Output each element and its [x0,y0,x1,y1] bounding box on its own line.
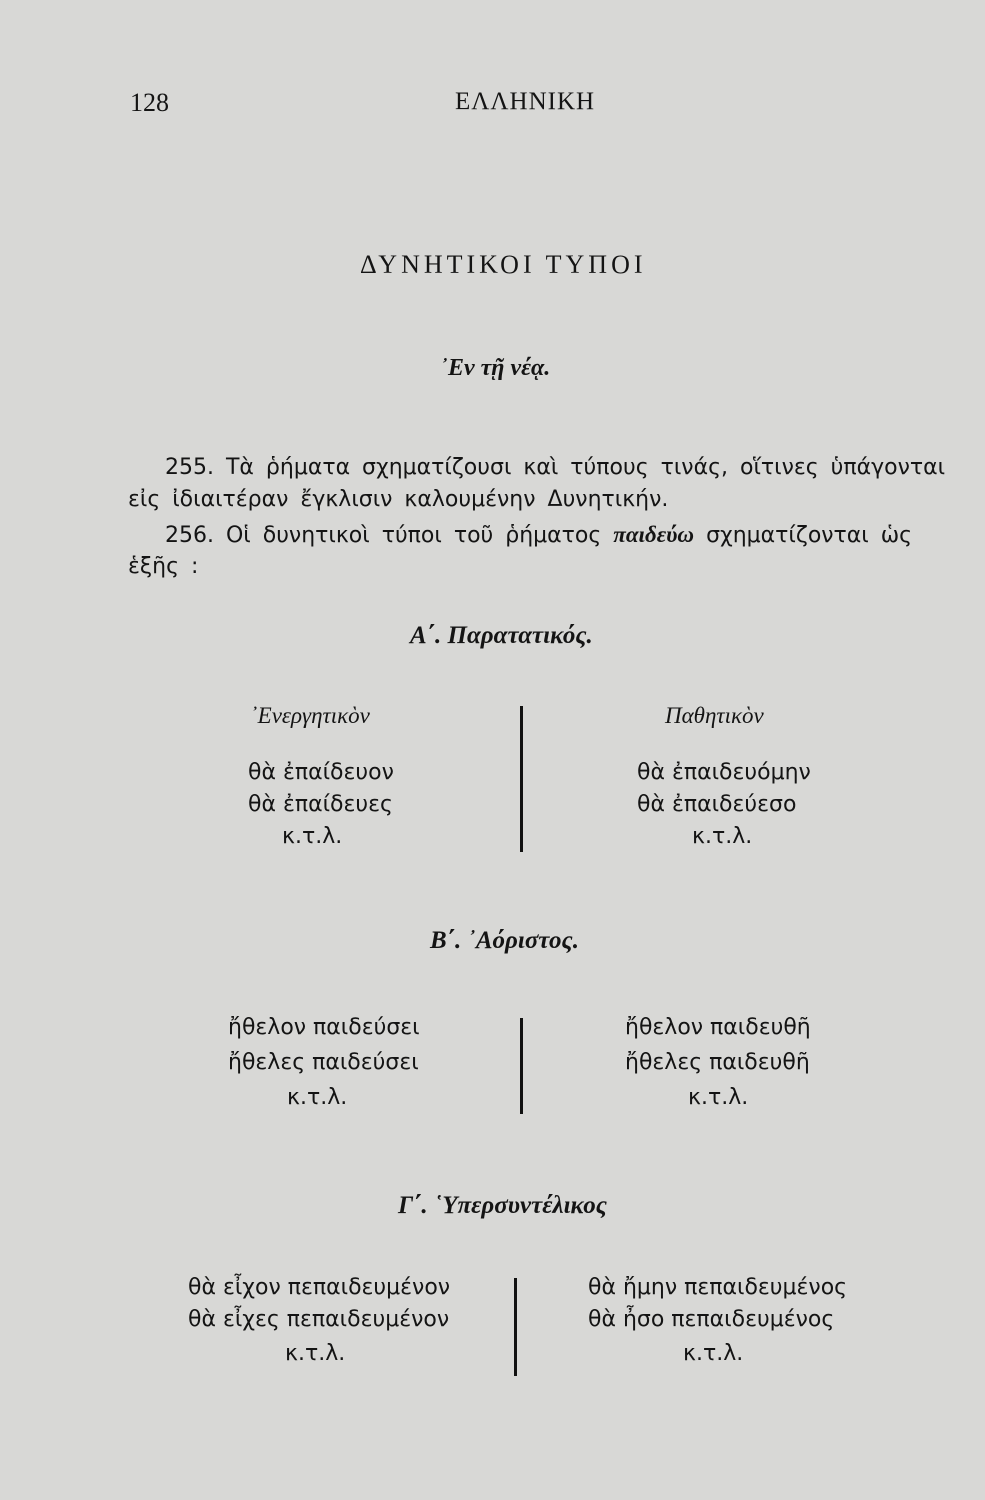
aorist-passive-etc: κ.τ.λ. [688,1085,749,1110]
verb-paideuo: παιδεύω [613,522,695,547]
paragraph-256-line-2: ἑξῆς : [128,554,199,579]
aorist-passive-form-2: ἤθελες παιδευθῆ [625,1050,810,1075]
pluperfect-active-form-1: θὰ εἶχον πεπαιδευμένον [188,1275,451,1300]
pluperfect-passive-form-2: θὰ ἦσο πεπαιδευμένος [588,1307,835,1332]
paragraph-256-line-1 [165,522,912,548]
imperfect-passive-etc: κ.τ.λ. [692,824,753,849]
imperfect-passive-form-1: θὰ ἐπαιδευόμην [637,760,811,785]
imperfect-active-etc: κ.τ.λ. [282,824,343,849]
running-title: ΕΛΛΗΝΙΚΗ [455,88,596,115]
pluperfect-active-etc: κ.τ.λ. [285,1341,346,1366]
pluperfect-active-form-2: θὰ εἶχες πεπαιδευμένον [188,1307,450,1332]
imperfect-active-form-2: θὰ ἐπαίδευες [248,792,393,817]
aorist-active-form-2: ἤθελες παιδεύσει [228,1050,419,1075]
page-number: 128 [130,88,169,117]
section-title: ΔΥΝΗΤΙΚΟΙ ΤΥΠΟΙ [360,250,647,279]
aorist-heading: Β΄. ᾿Αόριστος. [430,927,579,954]
paragraph-256-text-b: σχηματίζονται ὡς [706,523,913,548]
column-divider-pluperfect [514,1278,517,1376]
passive-column-heading: Παθητικὸν [665,703,764,728]
aorist-active-form-1: ἤθελον παιδεύσει [228,1015,420,1040]
column-divider-aorist [520,1018,523,1114]
paragraph-255-line-2: εἰς ἰδιαιτέραν ἔγκλισιν καλουμένην Δυνητικήν. [128,487,669,512]
imperfect-passive-form-2: θὰ ἐπαιδεύεσο [637,792,797,817]
column-divider-imperfect [520,706,523,852]
aorist-passive-form-1: ἤθελον παιδευθῆ [625,1015,811,1040]
pluperfect-passive-etc: κ.τ.λ. [683,1341,744,1366]
active-column-heading: ᾿Ενεργητικὸν [250,703,370,728]
pluperfect-passive-form-1: θὰ ἤμην πεπαιδευμένος [588,1275,848,1300]
section-subtitle: ᾿Εν τῇ νέᾳ. [440,355,551,381]
aorist-active-etc: κ.τ.λ. [287,1085,348,1110]
paragraph-256-text-a: 256. Οἱ δυνητικοὶ τύποι τοῦ ῥήματος [165,523,602,548]
imperfect-heading: Α΄. Παρατατικός. [410,622,593,649]
paragraph-255-line-1: 255. Τὰ ῥήματα σχηματίζουσι καὶ τύπους τινάς, οἵτινες ὑπάγονται [165,455,946,480]
imperfect-active-form-1: θὰ ἐπαίδευον [248,760,394,785]
pluperfect-heading: Γ΄. ῾Υπερσυντέλικος [398,1192,607,1219]
